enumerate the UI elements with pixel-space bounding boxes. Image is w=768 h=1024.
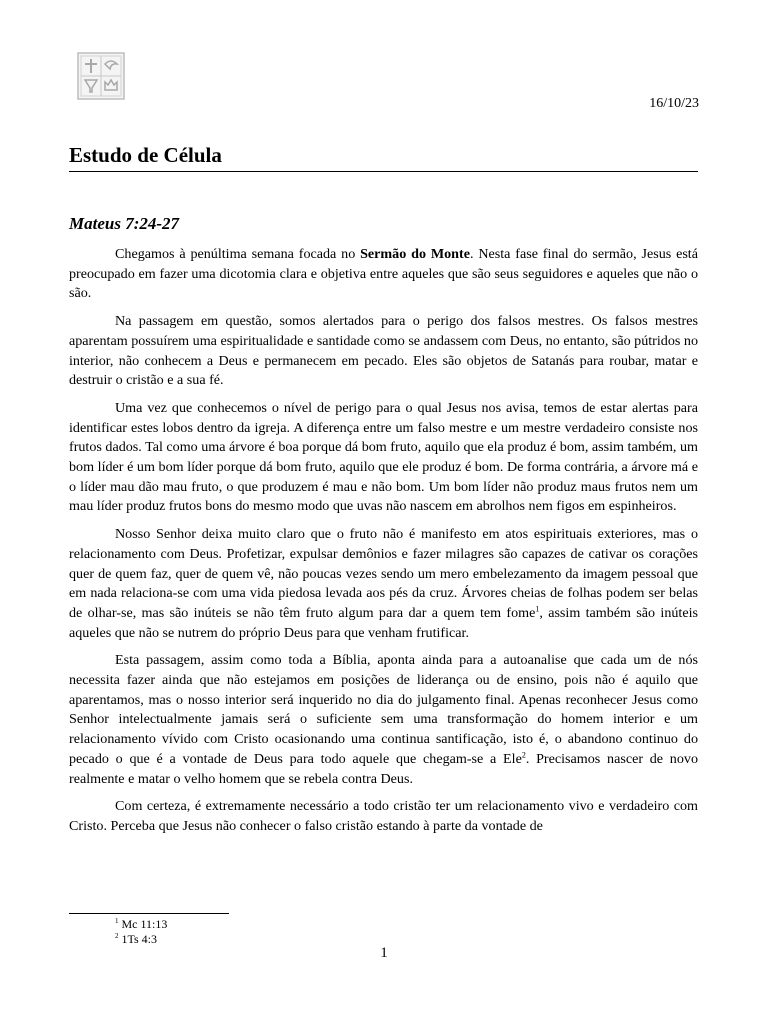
page-number: 1 — [380, 945, 388, 961]
paragraph-2: Na passagem em questão, somos alertados para o perigo dos falsos mestres. Os falsos mestres aparentam possuírem uma espiritualidade e santidade como se andassem com Deus, no entanto, são pútridos no interior, não conhecem a Deus e permanecem em pecado. Eles são objetos de Satanás para roubar, matar e destruir o cristão e a sua fé. — [69, 313, 698, 389]
paragraph-3: Uma vez que conhecemos o nível de perigo para o qual Jesus nos avisa, temos de estar alertas para identificar estes lobos dentro da igreja. A diferença entre um falso mestre e um mestre verdadeiro consiste nos frutos dados. Tal como uma árvore é boa porque dá bom fruto, aquilo que ela produz é bom, assim também, um bom líder é um bom líder porque dá bom fruto, aquilo que ele produz é bom. De forma contrária, a árvore má e o líder mau dão mau fruto, o que produzem é mau e não bom. Um bom líder não produz maus frutos nem um mau líder produz frutos bons do mesmo modo que uvas não nascem em abrolhos nem figos em espinheiros. — [69, 399, 698, 515]
church-crest-icon — [77, 52, 125, 100]
scripture-reference: Mateus 7:24-27 — [69, 214, 180, 233]
paragraph-4-text-b: , assim também são inúteis aqueles que não se nutrem do próprio Deus para que venham frutificar. — [69, 604, 698, 641]
footnote-divider — [69, 913, 229, 914]
study-body — [69, 245, 698, 845]
paragraph-6: Com certeza, é extremamente necessário a todo cristão ter um relacionamento vivo e verdadeiro com Cristo. Perceba que Jesus não conhecer o falso cristão estando à parte da vontade de — [69, 798, 698, 834]
paragraph-4-text-a: Nosso Senhor deixa muito claro que o fruto não é manifesto em atos espirituais exteriores, mas o relacionamento com Deus. Profetizar, expulsar demônios e fazer milagres são capazes de cativar os corações quer de quem faz, quer de quem vê, não poucas vezes sendo um mero embelezamento da imagem pessoal que em nada relaciona-se com uma vida piedosa levada aos pés da cruz. Árvores cheias de folhas podem ser belas de olhar-se, mas são inúteis se não têm fruto algum para dar a quem tem fome — [69, 526, 698, 621]
paragraph-5-text-a: Esta passagem, assim como toda a Bíblia, aponta ainda para a autoanalise que cada um de nós necessita fazer ainda que não estejamos em posições de liderança ou de ensino, pois não é aquilo que aparentamos, mas o nosso interior será inquerido no dia do julgamento final. Apenas reconhecer Jesus como Senhor intelectualmente jamais será o suficiente sem uma transformação do homem interior e um relacionamento vívido com Cristo ocasionando uma continua santificação, isto é, o abandono continuo do pecado o que é a vontade de Deus para todo aquele que chegam-se a Ele — [69, 652, 698, 767]
paragraph-1 — [69, 245, 698, 304]
document-date: 16/10/23 — [649, 96, 699, 111]
paragraph-5-text-b: . Precisamos nascer de novo realmente e matar o velho homem que se rebela contra Deus. — [69, 750, 698, 787]
footnote-1-number: 1 — [115, 917, 119, 925]
footnotes — [115, 917, 167, 946]
paragraph-4 — [69, 525, 698, 643]
footnote-2-text: 1Ts 4:3 — [121, 931, 157, 946]
footnote-ref-1[interactable]: 1 — [535, 604, 540, 614]
sermon-emphasis: Sermão do Monte — [360, 246, 470, 262]
page-title: Estudo de Célula — [69, 143, 698, 172]
footnote-1 — [115, 917, 167, 932]
paragraph-5 — [69, 651, 698, 789]
footnote-ref-2[interactable]: 2 — [521, 750, 526, 760]
paragraph-1-text-a: Chegamos à penúltima semana focada no — [115, 246, 361, 262]
footnote-2-number: 2 — [115, 931, 119, 940]
footnote-1-text: Mc 11:13 — [121, 917, 168, 931]
footnote-2 — [115, 932, 167, 947]
paragraph-1-text-b: . Nesta fase final do sermão, Jesus está preocupado em fazer uma dicotomia clara e objetiva entre aqueles que são seus seguidores e aqueles que não o são. — [69, 246, 698, 302]
